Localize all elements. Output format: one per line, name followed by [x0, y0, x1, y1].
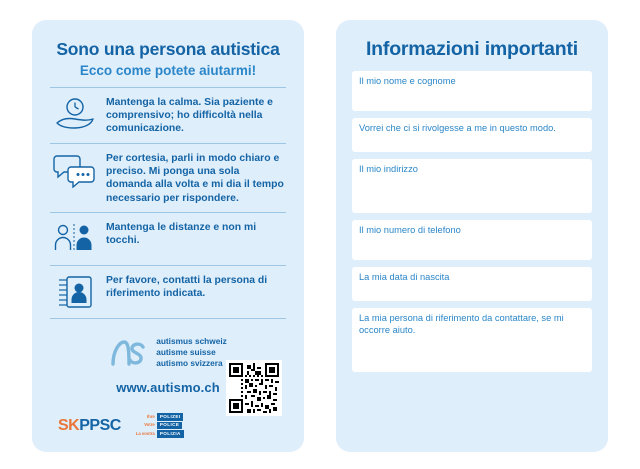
- footer-logos: [58, 413, 184, 438]
- list-item: [50, 212, 286, 265]
- contact-person-card-icon: [52, 273, 98, 311]
- hand-clock-icon: [52, 95, 98, 133]
- two-people-distance-icon: [52, 220, 98, 258]
- field-full-name[interactable]: [352, 71, 592, 111]
- list-item: [50, 87, 286, 143]
- list-item: [50, 265, 286, 319]
- website-url[interactable]: www.autismo.ch: [116, 379, 220, 395]
- right-card-title: Informazioni importanti: [365, 38, 579, 60]
- left-card: [32, 20, 304, 452]
- logo-name-fr: autisme suisse: [156, 347, 216, 358]
- logo-row: [109, 336, 227, 370]
- field-label: La mia persona di riferimento da contattare, se mi occorre aiuto.: [359, 313, 564, 335]
- list-item-label: Mantenga la calma. Sia paziente e comprensivo; ho difficoltà nella comunicazione.: [106, 96, 273, 135]
- police-badge-icon: [129, 413, 184, 438]
- field-phone-number[interactable]: [352, 220, 592, 260]
- skppsc-middle: PP: [79, 416, 100, 434]
- logo-name-de: autismus schweiz: [156, 336, 227, 346]
- field-label: Il mio numero di telefono: [359, 225, 461, 235]
- field-contact-person[interactable]: [352, 308, 592, 372]
- field-date-of-birth[interactable]: [352, 267, 592, 301]
- page-title: Sono una persona autistica: [56, 39, 280, 59]
- list-item-label: Mantenga le distanze e non mi tocchi.: [106, 221, 257, 247]
- police-label-fr: Votre: [144, 422, 155, 428]
- logo-name-it: autismo svizzera: [156, 358, 223, 369]
- police-word-it: POLIZIA: [157, 430, 184, 438]
- police-line: [129, 422, 184, 430]
- police-label-de: Ihre: [146, 413, 155, 419]
- skppsc-prefix: SK: [58, 416, 80, 434]
- list-item-label: Per favore, contatti la persona di riferimento indicata.: [106, 274, 268, 300]
- police-line: [129, 430, 184, 438]
- field-address[interactable]: [352, 159, 592, 213]
- skppsc-logo: [58, 417, 121, 435]
- field-label: Il mio indirizzo: [359, 164, 418, 174]
- autism-switzerland-as-logo-icon: [109, 337, 147, 369]
- tips-list: [50, 87, 286, 319]
- list-item: [50, 143, 286, 212]
- field-label: La mia data di nascita: [359, 272, 450, 282]
- logo-names: [156, 336, 227, 370]
- right-card: [336, 20, 608, 452]
- list-item-label: Per cortesia, parli in modo chiaro e preciso. Mi ponga una sola domanda alla volta e mi dia il tempo necessario per rispondere.: [106, 152, 284, 204]
- police-word-fr: POLICE: [157, 422, 183, 430]
- police-label-it: La vostra: [135, 431, 155, 437]
- police-line: [129, 413, 184, 421]
- field-label: Vorrei che ci si rivolgesse a me in questo modo.: [359, 123, 556, 133]
- police-word-de: POLIZEI: [157, 413, 184, 421]
- page-subtitle: Ecco come potete aiutarmi!: [79, 63, 257, 79]
- skppsc-suffix: SC: [99, 416, 121, 434]
- field-label: Il mio nome e cognome: [359, 76, 456, 86]
- qr-code-icon[interactable]: [226, 360, 282, 416]
- speech-bubbles-icon: [52, 151, 98, 189]
- field-preferred-address[interactable]: [352, 118, 592, 152]
